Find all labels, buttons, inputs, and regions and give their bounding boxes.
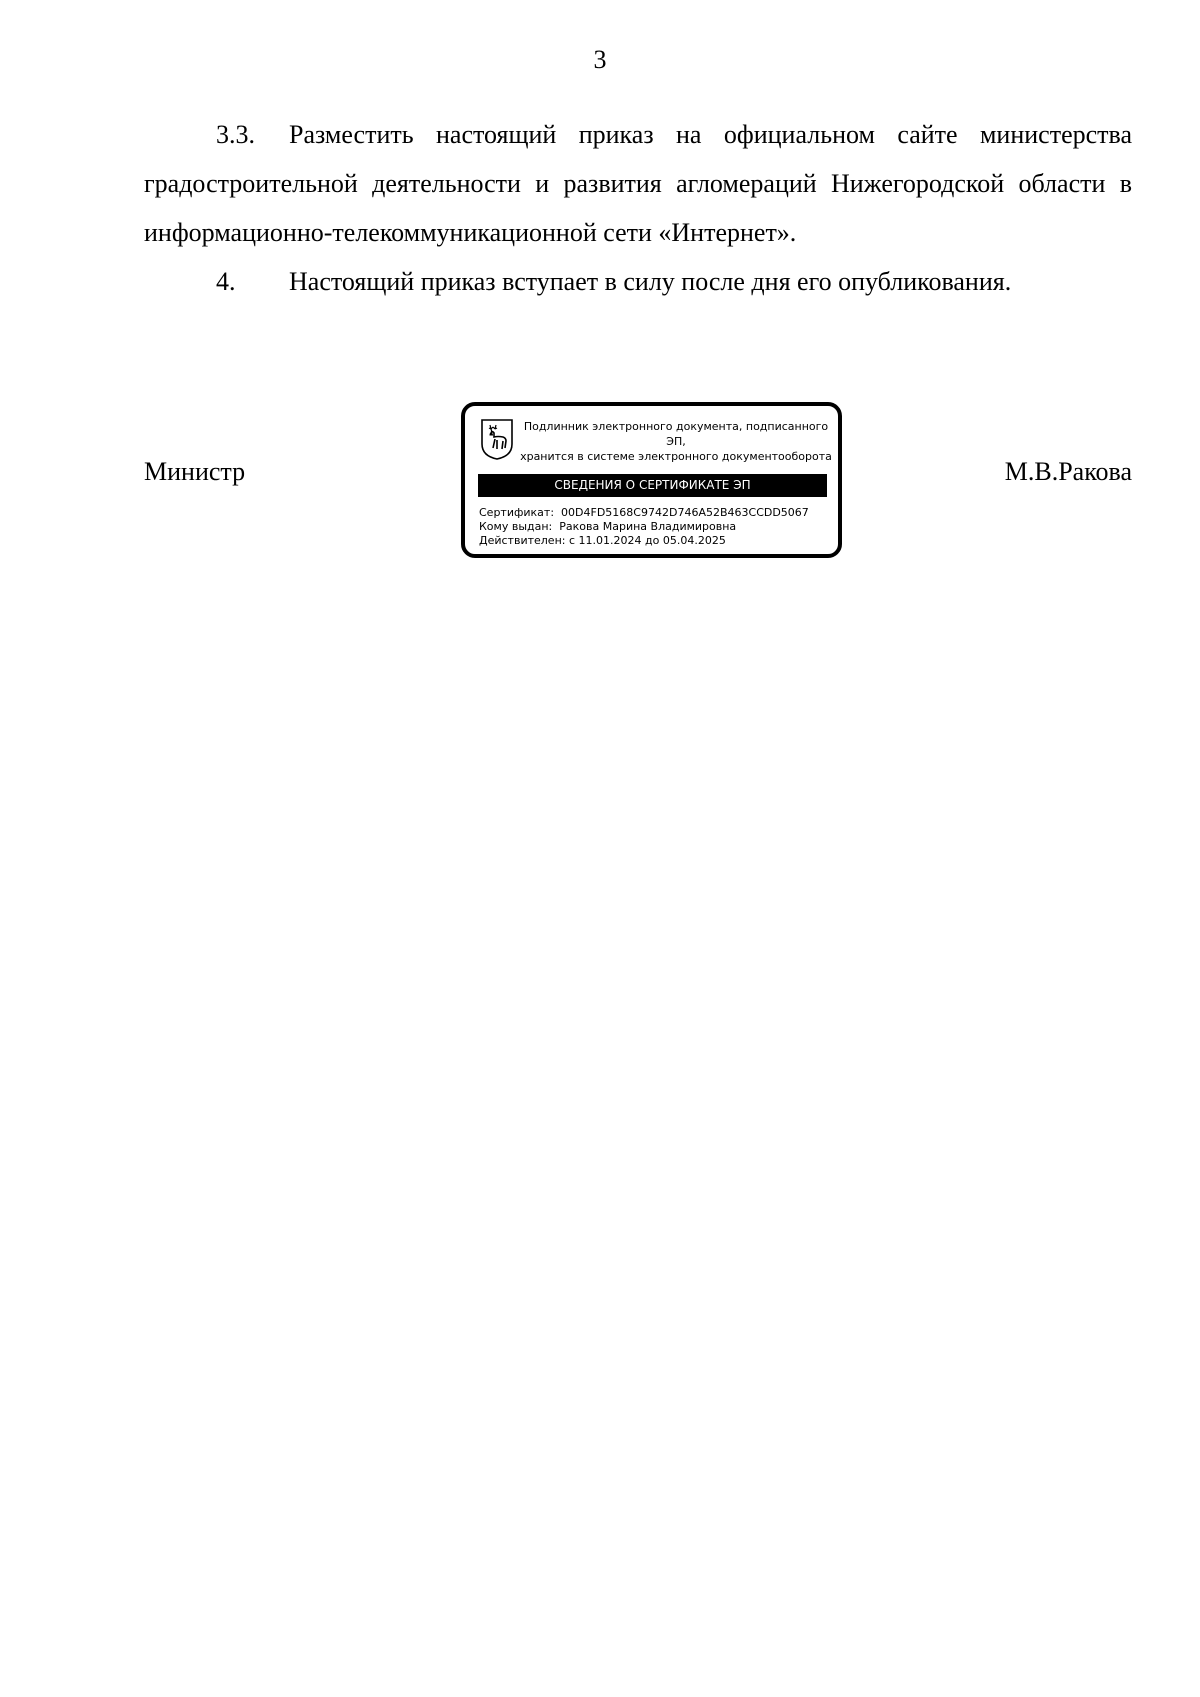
stamp-header-line: Подлинник электронного документа, подписанного ЭП, bbox=[523, 420, 829, 448]
document-body bbox=[144, 110, 1132, 306]
signatory-title: Министр bbox=[144, 457, 246, 486]
validity-value: с 11.01.2024 до 05.04.2025 bbox=[568, 534, 726, 547]
issued-to-value: Ракова Марина Владимировна bbox=[559, 520, 737, 533]
paragraph-3-3 bbox=[144, 110, 1132, 257]
paragraph-4 bbox=[144, 257, 1132, 306]
signatory-name: М.В.Ракова bbox=[1004, 457, 1132, 486]
paragraph-text: Настоящий приказ вступает в силу после дня его опубликования. bbox=[289, 267, 1012, 296]
paragraph-number: 3.3. bbox=[216, 120, 255, 149]
validity-label: Действителен: bbox=[479, 534, 566, 547]
electronic-signature-stamp bbox=[461, 402, 842, 558]
stamp-header-line: хранится в системе электронного документооборота bbox=[520, 450, 832, 463]
certificate-label: Сертификат: bbox=[479, 506, 555, 519]
certificate-details bbox=[479, 506, 831, 548]
nizhny-novgorod-deer-emblem-icon bbox=[480, 418, 514, 460]
certificate-row bbox=[479, 506, 831, 520]
issued-to-label: Кому выдан: bbox=[479, 520, 553, 533]
validity-row bbox=[479, 534, 831, 548]
stamp-title-bar: СВЕДЕНИЯ О СЕРТИФИКАТЕ ЭП bbox=[478, 474, 827, 497]
certificate-value: 00D4FD5168C9742D746A52B463CCDD5067 bbox=[561, 506, 809, 519]
paragraph-number: 4. bbox=[216, 267, 236, 296]
paragraph-text: Разместить настоящий приказ на официальном сайте министерства градостроительной деятельности и развития агломераций Нижегородской области в информационно-телекоммуникационной сети «Интернет». bbox=[144, 120, 1132, 247]
stamp-header bbox=[515, 419, 837, 464]
issued-to-row bbox=[479, 520, 831, 534]
page-number: 3 bbox=[593, 45, 607, 74]
